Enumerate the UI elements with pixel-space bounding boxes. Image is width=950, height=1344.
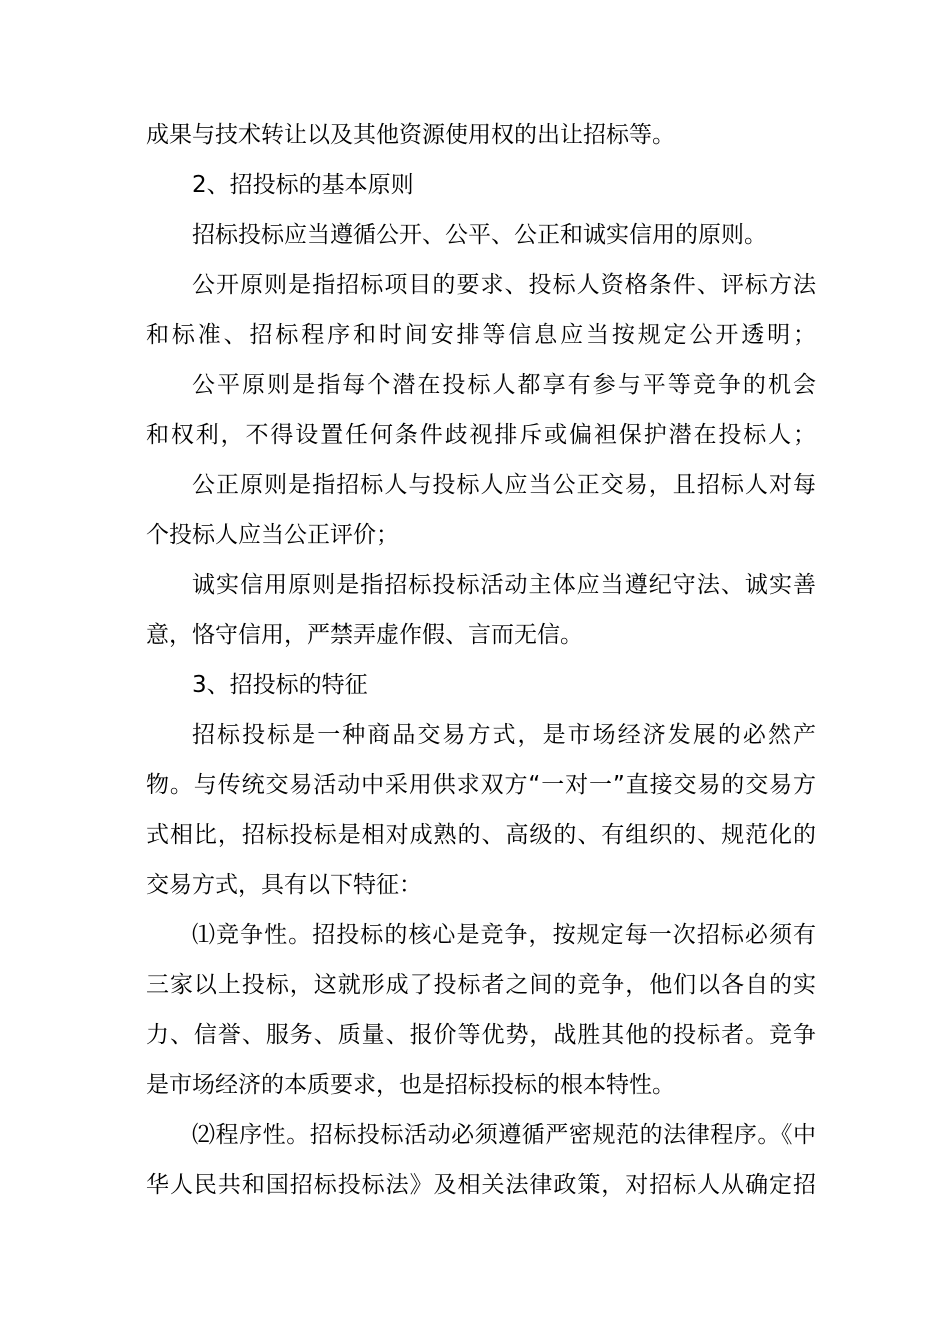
paragraph-line: 招标投标应当遵循公开、公平、公正和诚实信用的原则。 <box>192 222 767 248</box>
paragraph-line: 公开原则是指招标项目的要求、投标人资格条件、评标方法 <box>192 272 816 298</box>
paragraph-line: 力、信誉、服务、质量、报价等优势，战胜其他的投标者。竞争 <box>146 1022 816 1048</box>
paragraph-line: 三家以上投标，这就形成了投标者之间的竞争，他们以各自的实 <box>146 972 816 998</box>
paragraph-line: 成果与技术转让以及其他资源使用权的出让招标等。 <box>146 122 675 148</box>
paragraph-line: 诚实信用原则是指招标投标活动主体应当遵纪守法、诚实善 <box>192 572 816 598</box>
paragraph-line: 意，恪守信用，严禁弄虚作假、言而无信。 <box>146 622 583 648</box>
paragraph-line: 物。与传统交易活动中采用供求双方“一对一”直接交易的交易方 <box>146 772 816 798</box>
paragraph-line: 是市场经济的本质要求，也是招标投标的根本特性。 <box>146 1072 675 1098</box>
paragraph-line: 个投标人应当公正评价； <box>146 522 399 548</box>
paragraph-line: ⑴竞争性。招投标的核心是竞争，按规定每一次招标必须有 <box>192 922 816 948</box>
paragraph-line: 华人民共和国招标投标法》及相关法律政策，对招标人从确定招 <box>146 1172 816 1198</box>
paragraph-line: 招标投标是一种商品交易方式，是市场经济发展的必然产 <box>192 722 816 748</box>
paragraph-line: 和权利，不得设置任何条件歧视排斥或偏袒保护潜在投标人； <box>146 422 816 448</box>
paragraph-line: 公平原则是指每个潜在投标人都享有参与平等竞争的机会 <box>192 372 816 398</box>
paragraph-line: 公正原则是指招标人与投标人应当公正交易，且招标人对每 <box>192 472 816 498</box>
paragraph-line: ⑵程序性。招标投标活动必须遵循严密规范的法律程序。《中 <box>192 1122 816 1148</box>
section-heading: 2、招投标的基本原则 <box>192 172 414 198</box>
paragraph-line: 和标准、招标程序和时间安排等信息应当按规定公开透明； <box>146 322 816 348</box>
section-heading: 3、招投标的特征 <box>192 672 368 698</box>
paragraph-line: 交易方式，具有以下特征： <box>146 872 422 898</box>
paragraph-line: 式相比，招标投标是相对成熟的、高级的、有组织的、规范化的 <box>146 822 816 848</box>
